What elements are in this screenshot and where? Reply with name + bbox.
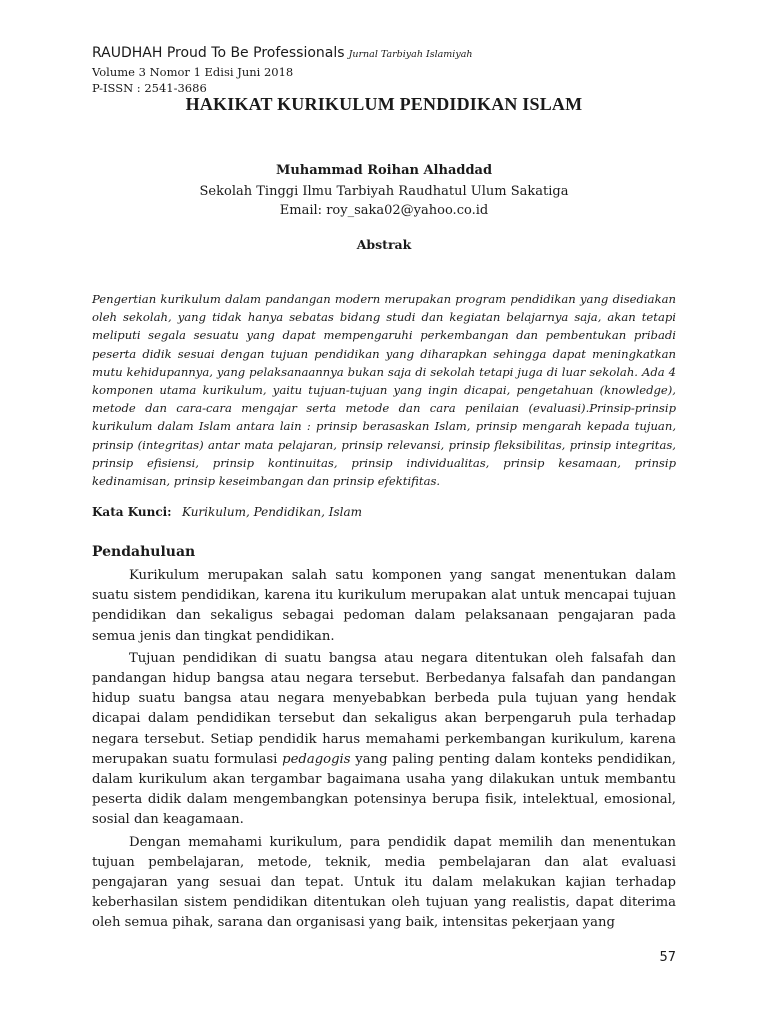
page-number: 57	[659, 950, 676, 965]
section-body	[92, 566, 676, 936]
emphasized-term: pedagogis	[282, 751, 351, 767]
keywords-value: Kurikulum, Pendidikan, Islam	[182, 505, 363, 519]
journal-volume: Volume 3 Nomor 1 Edisi Juni 2018	[92, 65, 294, 79]
body-paragraph: Kurikulum merupakan salah satu komponen yang sangat menentukan dalam suatu sistem pendidikan, karena itu kurikulum merupakan alat untuk mencapai tujuan pendidikan dan sekaligus sebagai pedoman dalam pelaksanaan pengajaran pada semua jenis dan tingkat pendidikan.	[92, 568, 676, 644]
body-paragraph: Dengan memahami kurikulum, para pendidik dapat memilih dan menentukan tujuan pembelajaran, metode, teknik, media pembelajaran dan alat evaluasi pengajaran yang sesuai dan tepat. Untuk itu dalam melakukan kajian terhadap keberhasilan sistem pendidikan ditentukan oleh tujuan yang realistis, dapat diterima oleh semua pihak, sarana dan organisasi yang baik, intensitas pekerjaan yang	[92, 834, 676, 931]
journal-name: RAUDHAH Proud To Be Professionals	[92, 45, 345, 61]
abstract-heading: Abstrak	[356, 237, 412, 252]
journal-issn: P-ISSN : 2541-3686	[92, 81, 207, 95]
body-paragraph: Tujuan pendidikan di suatu bangsa atau negara ditentukan oleh falsafah dan pandangan hidup bangsa atau negara tersebut. Berbedanya falsafah dan pandangan hidup suatu bangsa atau negara menyebabkan berbeda pula tujuan yang hendak dicapai dalam pendidikan tersebut dan sekaligus akan berpengaruh pula terhadap negara tersebut. Setiap pendidik harus memahami perkembangan kurikulum, karena merupakan suatu formulasi pedagogis yang paling penting dalam konteks pendidikan, dalam kurikulum akan tergambar bagaimana usaha yang dilakukan untuk membantu peserta didik dalam mengembangkan potensinya berupa fisik, intelektual, emosional, sosial dan keagamaan.	[92, 650, 676, 828]
journal-name-line	[92, 44, 692, 64]
abstract-text: Pengertian kurikulum dalam pandangan modern merupakan program pendidikan yang disediakan oleh sekolah, yang tidak hanya sebatas bidang studi dan kegiatan belajarnya saja, akan tetapi meliputi segala sesuatu yang dapat mempengaruhi perkembangan dan pembentukan pribadi peserta didik sesuai dengan tujuan pendidikan yang diharapkan sehingga dapat meningkatkan mutu kehidupannya, yang pelaksanaannya bukan saja di sekolah tetapi juga di luar sekolah. Ada 4 komponen utama kurikulum, yaitu tujuan-tujuan yang ingin dicapai, pengetahuan (knowledge), metode dan cara-cara mengajar serta metode dan cara penilaian (evaluasi).Prinsip-prinsip kurikulum dalam Islam antara lain : prinsip berasaskan Islam, prinsip mengarah kepada tujuan, prinsip (integritas) antar mata pelajaran, prinsip relevansi, prinsip fleksibilitas, prinsip integritas, prinsip efisiensi, prinsip kontinuitas, prinsip individualitas, prinsip kesamaan, prinsip kedinamisan, prinsip keseimbangan dan prinsip efektifitas.	[92, 292, 676, 489]
author-email: Email: roy_saka02@yahoo.co.id	[279, 203, 489, 218]
journal-header	[92, 44, 692, 96]
keywords-label: Kata Kunci:	[92, 505, 172, 519]
journal-script-subtitle: Jurnal Tarbiyah Islamiyah	[348, 49, 473, 60]
section-heading: Pendahuluan	[92, 544, 196, 560]
keywords	[92, 505, 362, 519]
author-affiliation: Sekolah Tinggi Ilmu Tarbiyah Raudhatul Ulum Sakatiga	[199, 184, 569, 199]
paper-title: HAKIKAT KURIKULUM PENDIDIKAN ISLAM	[185, 94, 583, 114]
author-name: Muhammad Roihan Alhaddad	[275, 163, 493, 178]
